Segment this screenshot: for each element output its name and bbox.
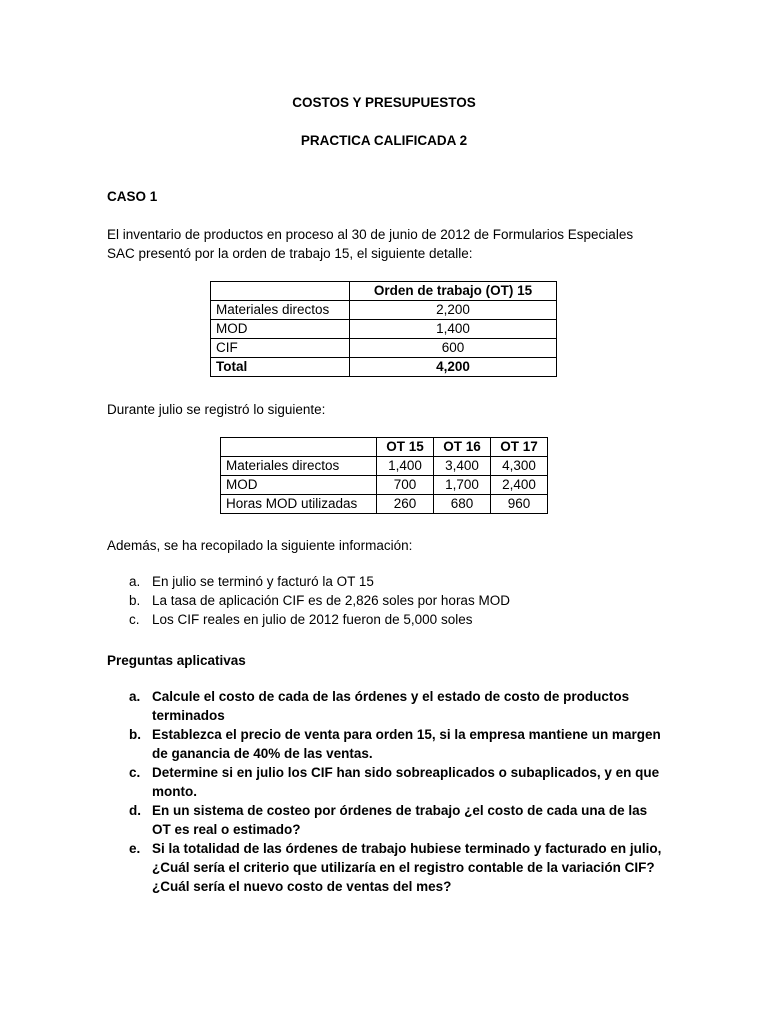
table-cell: 4,200 xyxy=(350,358,557,377)
table-header-row xyxy=(221,438,548,457)
list-item xyxy=(107,801,667,839)
table-header-cell: OT 16 xyxy=(434,438,491,457)
case-intro-paragraph: El inventario de productos en proceso al 30 de junio de 2012 de Formularios Especiales SAC presentó por la orden de trabajo 15, el siguiente detalle: xyxy=(107,227,634,261)
table-header-cell: OT 15 xyxy=(377,438,434,457)
table-cell: MOD xyxy=(221,476,377,495)
list-item-text: En un sistema de costeo por órdenes de trabajo ¿el costo de cada una de las OT es real o estimado? xyxy=(152,803,648,837)
table-cell: 4,300 xyxy=(491,457,548,476)
list-marker: c. xyxy=(129,765,141,780)
table-cell: 2,200 xyxy=(350,301,557,320)
table-cell: Total xyxy=(211,358,350,377)
list-item-text: Establezca el precio de venta para orden 15, si la empresa mantiene un margen de ganancia de 40% de las ventas. xyxy=(152,727,661,761)
table-header-cell: Orden de trabajo (OT) 15 xyxy=(350,282,557,301)
list-item xyxy=(107,839,667,896)
list-marker: d. xyxy=(129,803,141,818)
list-item-text: Determine si en julio los CIF han sido sobreaplicados o subaplicados, y en que monto. xyxy=(152,765,660,799)
table-cell: 1,400 xyxy=(377,457,434,476)
table-cell: 700 xyxy=(377,476,434,495)
document-subtitle: PRACTICA CALIFICADA 2 xyxy=(300,133,468,148)
table-row xyxy=(221,476,548,495)
list-marker: b. xyxy=(129,727,141,742)
table-cell: Horas MOD utilizadas xyxy=(221,495,377,514)
list-marker: a. xyxy=(129,574,141,589)
table-cell: 3,400 xyxy=(434,457,491,476)
list-marker: a. xyxy=(129,689,141,704)
table-header-cell xyxy=(211,282,350,301)
table-header-row xyxy=(211,282,557,301)
list-item-text: Si la totalidad de las órdenes de trabajo hubiese terminado y facturado en julio, ¿Cuál sería el criterio que utilizaría en el registro contable de la variación CIF? ¿Cuál sería el nuevo costo de ventas del mes? xyxy=(152,841,662,894)
work-order-15-table xyxy=(210,281,557,377)
table-cell: 1,400 xyxy=(350,320,557,339)
table-cell: 680 xyxy=(434,495,491,514)
info-intro-paragraph: Además, se ha recopilado la siguiente información: xyxy=(107,538,413,553)
list-marker: b. xyxy=(129,593,141,608)
list-item-text: Los CIF reales en julio de 2012 fueron de 5,000 soles xyxy=(152,612,473,627)
table-header-cell: OT 17 xyxy=(491,438,548,457)
table-row xyxy=(211,320,557,339)
table-total-row xyxy=(211,358,557,377)
table-cell: 600 xyxy=(350,339,557,358)
questions-heading: Preguntas aplicativas xyxy=(107,653,246,668)
list-item xyxy=(107,572,672,591)
table-cell: 960 xyxy=(491,495,548,514)
table-cell: 260 xyxy=(377,495,434,514)
table-cell: Materiales directos xyxy=(211,301,350,320)
list-item-text: Calcule el costo de cada de las órdenes y el estado de costo de productos terminados xyxy=(152,689,630,723)
table-row xyxy=(221,495,548,514)
list-marker: e. xyxy=(129,841,141,856)
table-cell: 1,700 xyxy=(434,476,491,495)
list-marker: c. xyxy=(129,612,140,627)
list-item xyxy=(107,610,672,629)
table-row xyxy=(221,457,548,476)
document-title: COSTOS Y PRESUPUESTOS xyxy=(292,95,476,110)
list-item xyxy=(107,763,667,801)
july-paragraph: Durante julio se registró lo siguiente: xyxy=(107,402,326,417)
table-header-cell xyxy=(221,438,377,457)
table-row xyxy=(211,301,557,320)
list-item xyxy=(107,591,672,610)
list-item-text: En julio se terminó y facturó la OT 15 xyxy=(152,574,374,589)
table-cell: Materiales directos xyxy=(221,457,377,476)
july-orders-table xyxy=(220,437,548,514)
table-row xyxy=(211,339,557,358)
table-cell: CIF xyxy=(211,339,350,358)
table-cell: MOD xyxy=(211,320,350,339)
questions-list xyxy=(107,687,667,896)
case-heading: CASO 1 xyxy=(107,189,158,204)
table-cell: 2,400 xyxy=(491,476,548,495)
list-item-text: La tasa de aplicación CIF es de 2,826 soles por horas MOD xyxy=(152,593,510,608)
list-item xyxy=(107,725,667,763)
list-item xyxy=(107,687,667,725)
info-list xyxy=(107,572,672,629)
